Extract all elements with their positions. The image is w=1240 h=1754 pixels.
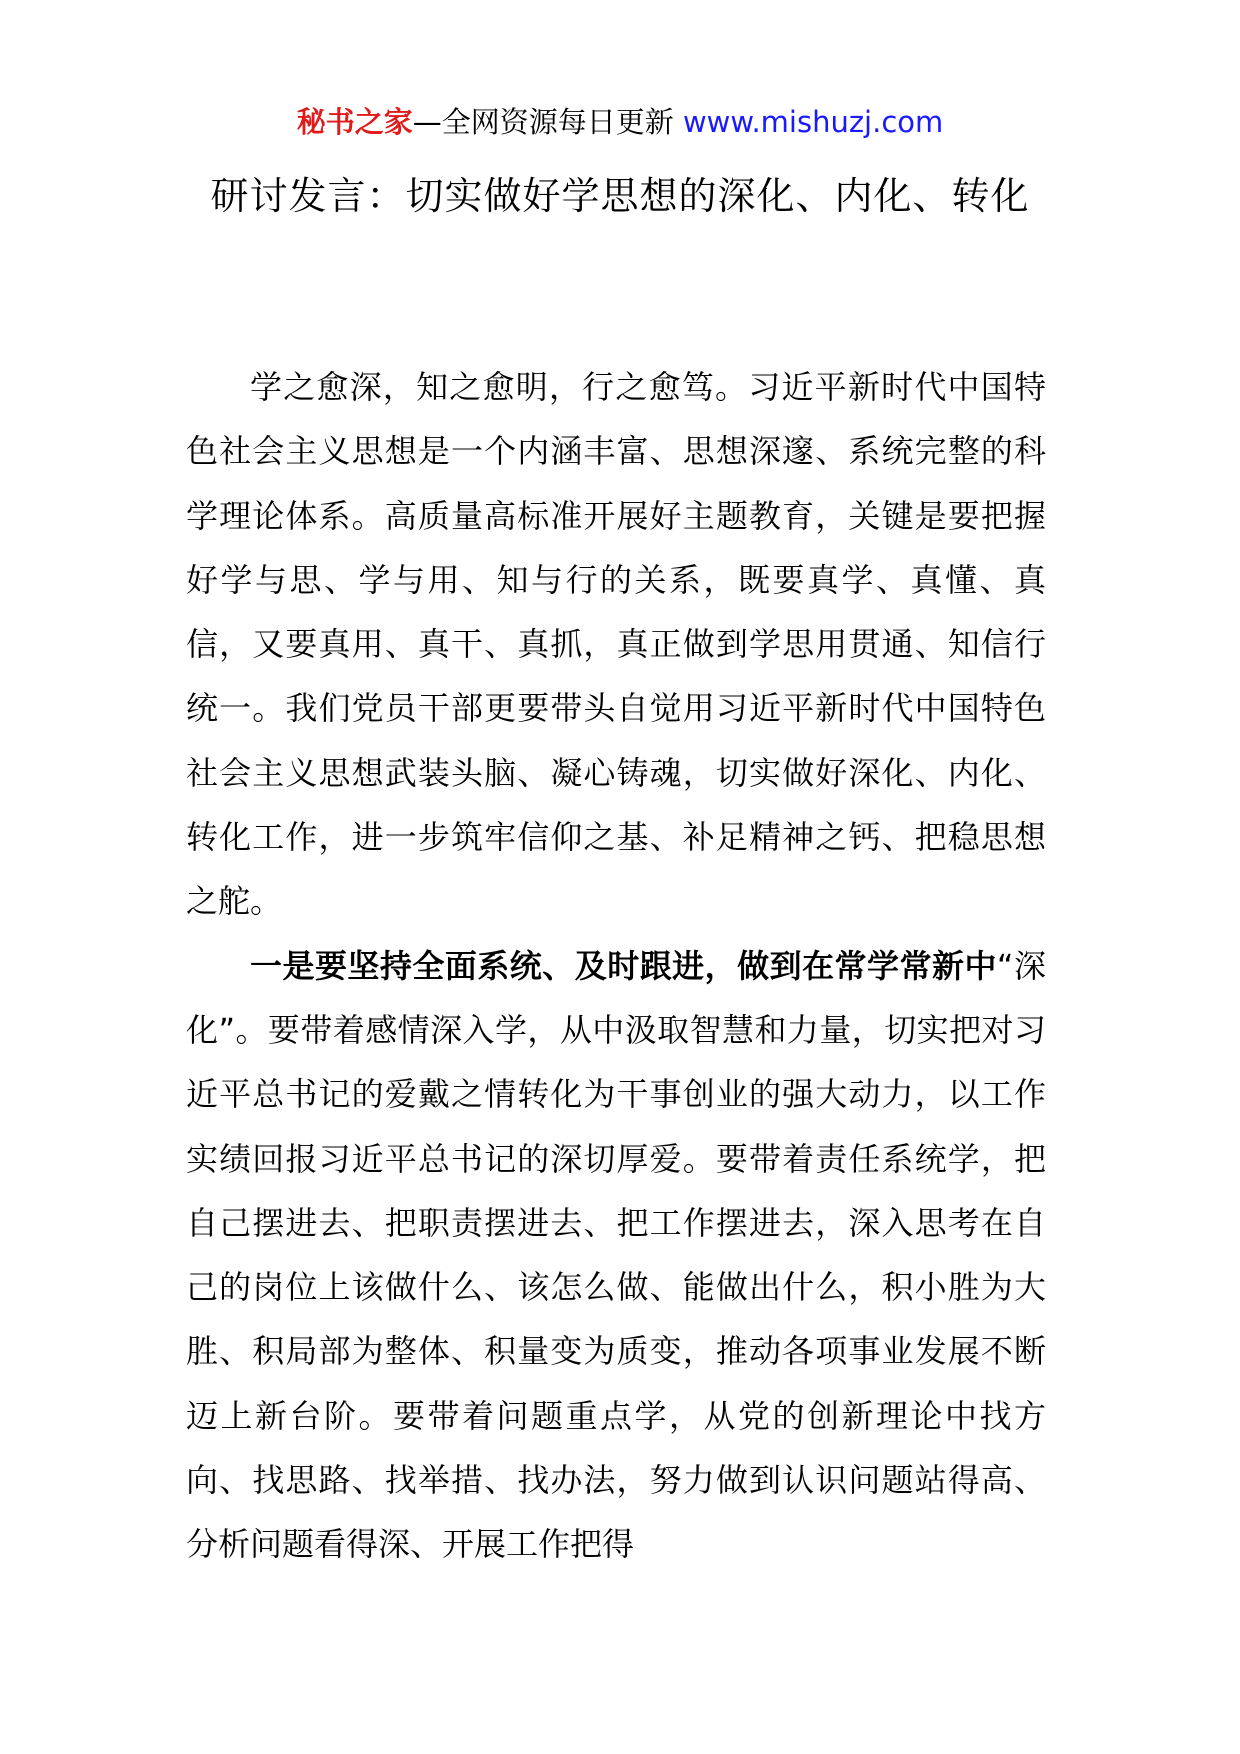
paragraph-intro: 学之愈深，知之愈明，行之愈笃。习近平新时代中国特色社会主义思想是一个内涵丰富、思想深邃、系统完整的科学理论体系。高质量高标准开展好主题教育，关键是要把握好学与思、学与用、知与行的关系，既要真学、真懂、真信，又要真用、真干、真抓，真正做到学思用贯通、知信行统一。我们党员干部更要带头自觉用习近平新时代中国特色社会主义思想武装头脑、凝心铸魂，切实做好深化、内化、转化工作，进一步筑牢信仰之基、补足精神之钙、把稳思想之舵。 [186,368,1046,921]
paragraph-point-one-text: “深化”。要带着感情深入学，从中汲取智慧和力量，切实把对习近平总书记的爱戴之情转化为干事创业的强大动力，以工作实绩回报习近平总书记的深切厚爱。要带着责任系统学，把自己摆进去、把职责摆进去、把工作摆进去，深入思考在自己的岗位上该做什么、该怎么做、能做出什么，积小胜为大胜、积局部为整体、积量变为质变，推动各项事业发展不断迈上新台阶。要带着问题重点学，从党的创新理论中找方向、找思路、找举措、找办法，努力做到认识问题站得高、分析问题看得深、开展工作把得 [186,946,1046,1564]
header-tagline: —全网资源每日更新 [412,105,683,139]
site-header [0,100,1240,144]
brand-name: 秘书之家 [296,105,413,139]
document-title: 研讨发言：切实做好学思想的深化、内化、转化 [210,174,1030,218]
site-url-link[interactable]: www.mishuzj.com [682,105,944,139]
document-body [186,355,1046,1577]
paragraph-point-one [186,934,1046,1577]
paragraph-point-one-lead: 一是要坚持全面系统、及时跟进，做到在常学常新中 [250,946,997,985]
